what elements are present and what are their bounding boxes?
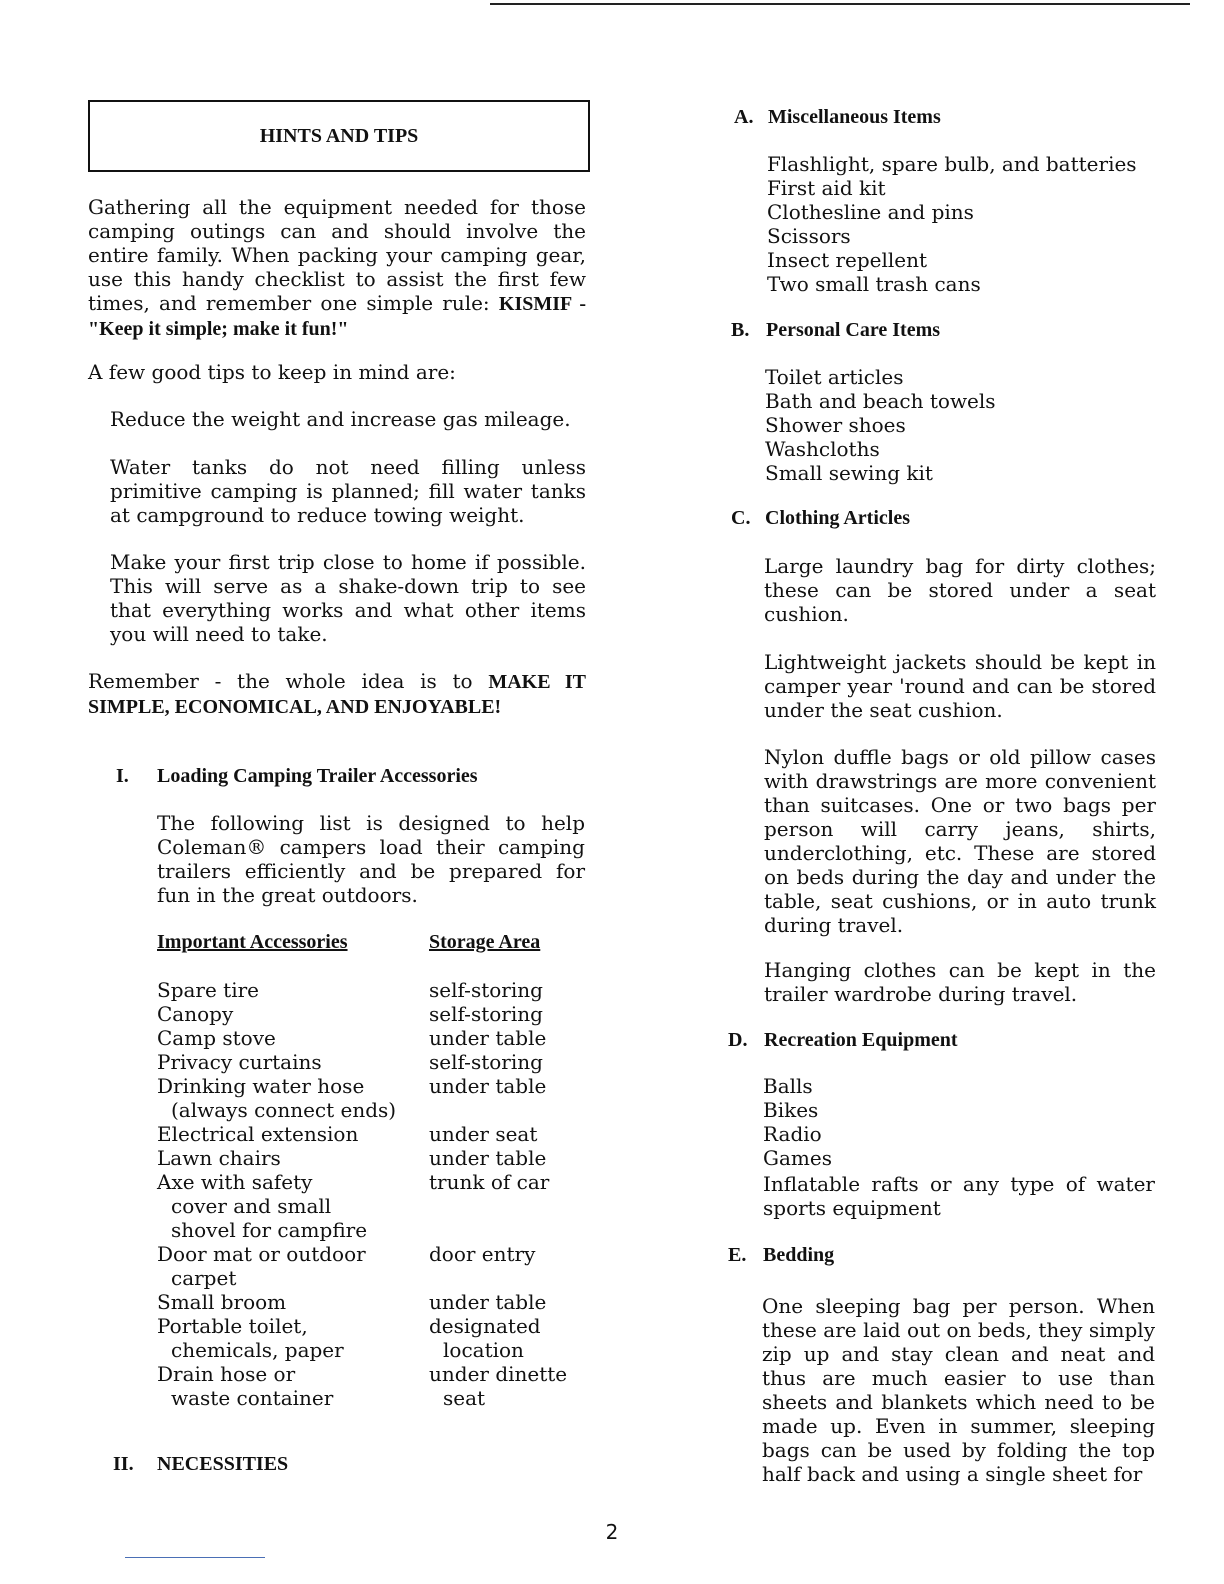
- section-b-list: [765, 365, 1165, 485]
- list-item: Toilet articles: [765, 365, 904, 389]
- section-a-letter: A.: [734, 106, 754, 128]
- storage-item: self-storing: [429, 978, 543, 1002]
- accessory-item: Camp stove: [157, 1026, 276, 1050]
- col-header-storage: Storage Area: [429, 931, 541, 953]
- storage-item: under table: [429, 1026, 547, 1050]
- section-e-letter: E.: [728, 1244, 747, 1266]
- remember-note: Remember - the whole idea is to MAKE IT SIMPLE, ECONOMICAL, AND ENJOYABLE!: [88, 669, 587, 718]
- list-item: Two small trash cans: [767, 272, 981, 296]
- storage-item: [429, 1218, 589, 1242]
- storage-item: under dinette: [429, 1362, 568, 1386]
- top-rule: [490, 3, 1190, 5]
- list-item: Bikes: [763, 1098, 819, 1122]
- hints-title: HINTS AND TIPS: [259, 125, 419, 147]
- section-b-title: Personal Care Items: [766, 319, 941, 341]
- accessory-item: shovel for campfire: [171, 1218, 368, 1242]
- accessory-item: Axe with safety: [157, 1170, 313, 1194]
- storage-item: door entry: [429, 1242, 536, 1266]
- storage-item: location: [443, 1338, 524, 1362]
- list-item: Games: [763, 1146, 832, 1170]
- accessory-item: cover and small: [171, 1194, 332, 1218]
- list-item: First aid kit: [767, 176, 886, 200]
- storage-item: designated: [429, 1314, 541, 1338]
- accessory-item: Small broom: [157, 1290, 287, 1314]
- accessory-item: Canopy: [157, 1002, 234, 1026]
- accessory-item: (always connect ends): [171, 1098, 397, 1122]
- section-a-title: Miscellaneous Items: [768, 106, 941, 128]
- section-e-title: Bedding: [763, 1244, 835, 1266]
- section2-title: NECESSITIES: [157, 1453, 289, 1475]
- section2-numeral: II.: [113, 1453, 134, 1475]
- list-item: Scissors: [767, 224, 851, 248]
- storage-item: self-storing: [429, 1002, 543, 1026]
- section1-numeral: I.: [116, 765, 129, 787]
- accessory-item: Lawn chairs: [157, 1146, 281, 1170]
- tip-3: Make your first trip close to home if possible. This will serve as a shake-down trip to see that everything works and what other items you will need to take.: [110, 550, 586, 646]
- section-d-list: [763, 1074, 1163, 1170]
- accessory-item: Door mat or outdoor: [157, 1242, 366, 1266]
- list-item: Clothesline and pins: [767, 200, 974, 224]
- storage-item: [429, 1266, 589, 1290]
- list-item: Shower shoes: [765, 413, 906, 437]
- accessory-item: carpet: [171, 1266, 237, 1290]
- accessories-list: [157, 978, 427, 1410]
- section-c-title: Clothing Articles: [765, 507, 910, 529]
- storage-item: under seat: [429, 1122, 538, 1146]
- list-item: Washcloths: [765, 437, 880, 461]
- kismif-rule: KISMIF - "Keep it simple; make it fun!": [88, 293, 586, 340]
- clothing-para-3: Nylon duffle bags or old pillow cases with drawstrings are more convenient than suitcases. One or two bags per person will carry jeans, shirts, underclothing, etc. These are stored on beds during the day and under the table, seat cushions, or in auto trunk during travel.: [764, 745, 1156, 937]
- section-c-letter: C.: [731, 507, 751, 529]
- bedding-para: One sleeping bag per person. When these are laid out on beds, they simply zip up and stay clean and neat and thus are much easier to use than sheets and blankets which need to be made up. Even in summer, sleeping bags can be used by folding the top half back and using a single sheet for: [762, 1294, 1155, 1486]
- accessory-item: chemicals, paper: [171, 1338, 344, 1362]
- list-item: Balls: [763, 1074, 813, 1098]
- accessory-item: Spare tire: [157, 978, 260, 1002]
- section1-title: Loading Camping Trailer Accessories: [157, 765, 478, 787]
- list-item: Radio: [763, 1122, 822, 1146]
- accessory-item: Portable toilet,: [157, 1314, 308, 1338]
- clothing-para-2: Lightweight jackets should be kept in camper year 'round and can be stored under the seat cushion.: [764, 650, 1156, 722]
- accessory-item: Drain hose or: [157, 1362, 296, 1386]
- hints-intro: Gathering all the equipment needed for those camping outings can and should involve the entire family. When packing your camping gear, use this handy checklist to assist the first few times, and remember one simple rule: KISMIF - "Keep it simple; make it fun!": [88, 195, 586, 340]
- bottom-rule: [125, 1557, 265, 1558]
- clothing-para-4: Hanging clothes can be kept in the trailer wardrobe during travel.: [764, 958, 1156, 1006]
- clothing-para-1: Large laundry bag for dirty clothes; these can be stored under a seat cushion.: [764, 554, 1156, 626]
- storage-item: [429, 1098, 589, 1122]
- section-d-letter: D.: [728, 1029, 748, 1051]
- storage-item: trunk of car: [429, 1170, 550, 1194]
- section-d-title: Recreation Equipment: [764, 1029, 958, 1051]
- tips-lead: A few good tips to keep in mind are:: [88, 360, 456, 384]
- page-number: 2: [605, 1520, 619, 1544]
- accessory-item: Privacy curtains: [157, 1050, 322, 1074]
- hints-title-box: [88, 100, 590, 172]
- section1-intro: The following list is designed to help Coleman® campers load their camping trailers efficiently and be prepared for fun in the great outdoors.: [157, 811, 585, 907]
- list-item: Bath and beach towels: [765, 389, 996, 413]
- tip-1: Reduce the weight and increase gas mileage.: [110, 407, 571, 431]
- list-item: Flashlight, spare bulb, and batteries: [767, 152, 1137, 176]
- storage-list: [429, 978, 589, 1410]
- col-header-accessories: Important Accessories: [157, 931, 348, 953]
- storage-item: seat: [443, 1386, 486, 1410]
- list-item: Insect repellent: [767, 248, 928, 272]
- list-item: Small sewing kit: [765, 461, 933, 485]
- accessory-item: Electrical extension: [157, 1122, 359, 1146]
- section-a-list: [767, 152, 1167, 296]
- storage-item: under table: [429, 1146, 547, 1170]
- accessory-item: Drinking water hose: [157, 1074, 365, 1098]
- storage-item: self-storing: [429, 1050, 543, 1074]
- tip-2: Water tanks do not need filling unless primitive camping is planned; fill water tanks at campground to reduce towing weight.: [110, 455, 586, 527]
- recreation-last-item: Inflatable rafts or any type of water sports equipment: [763, 1172, 1155, 1220]
- storage-item: under table: [429, 1074, 547, 1098]
- section-b-letter: B.: [731, 319, 750, 341]
- storage-item: under table: [429, 1290, 547, 1314]
- accessory-item: waste container: [171, 1386, 334, 1410]
- storage-item: [429, 1194, 589, 1218]
